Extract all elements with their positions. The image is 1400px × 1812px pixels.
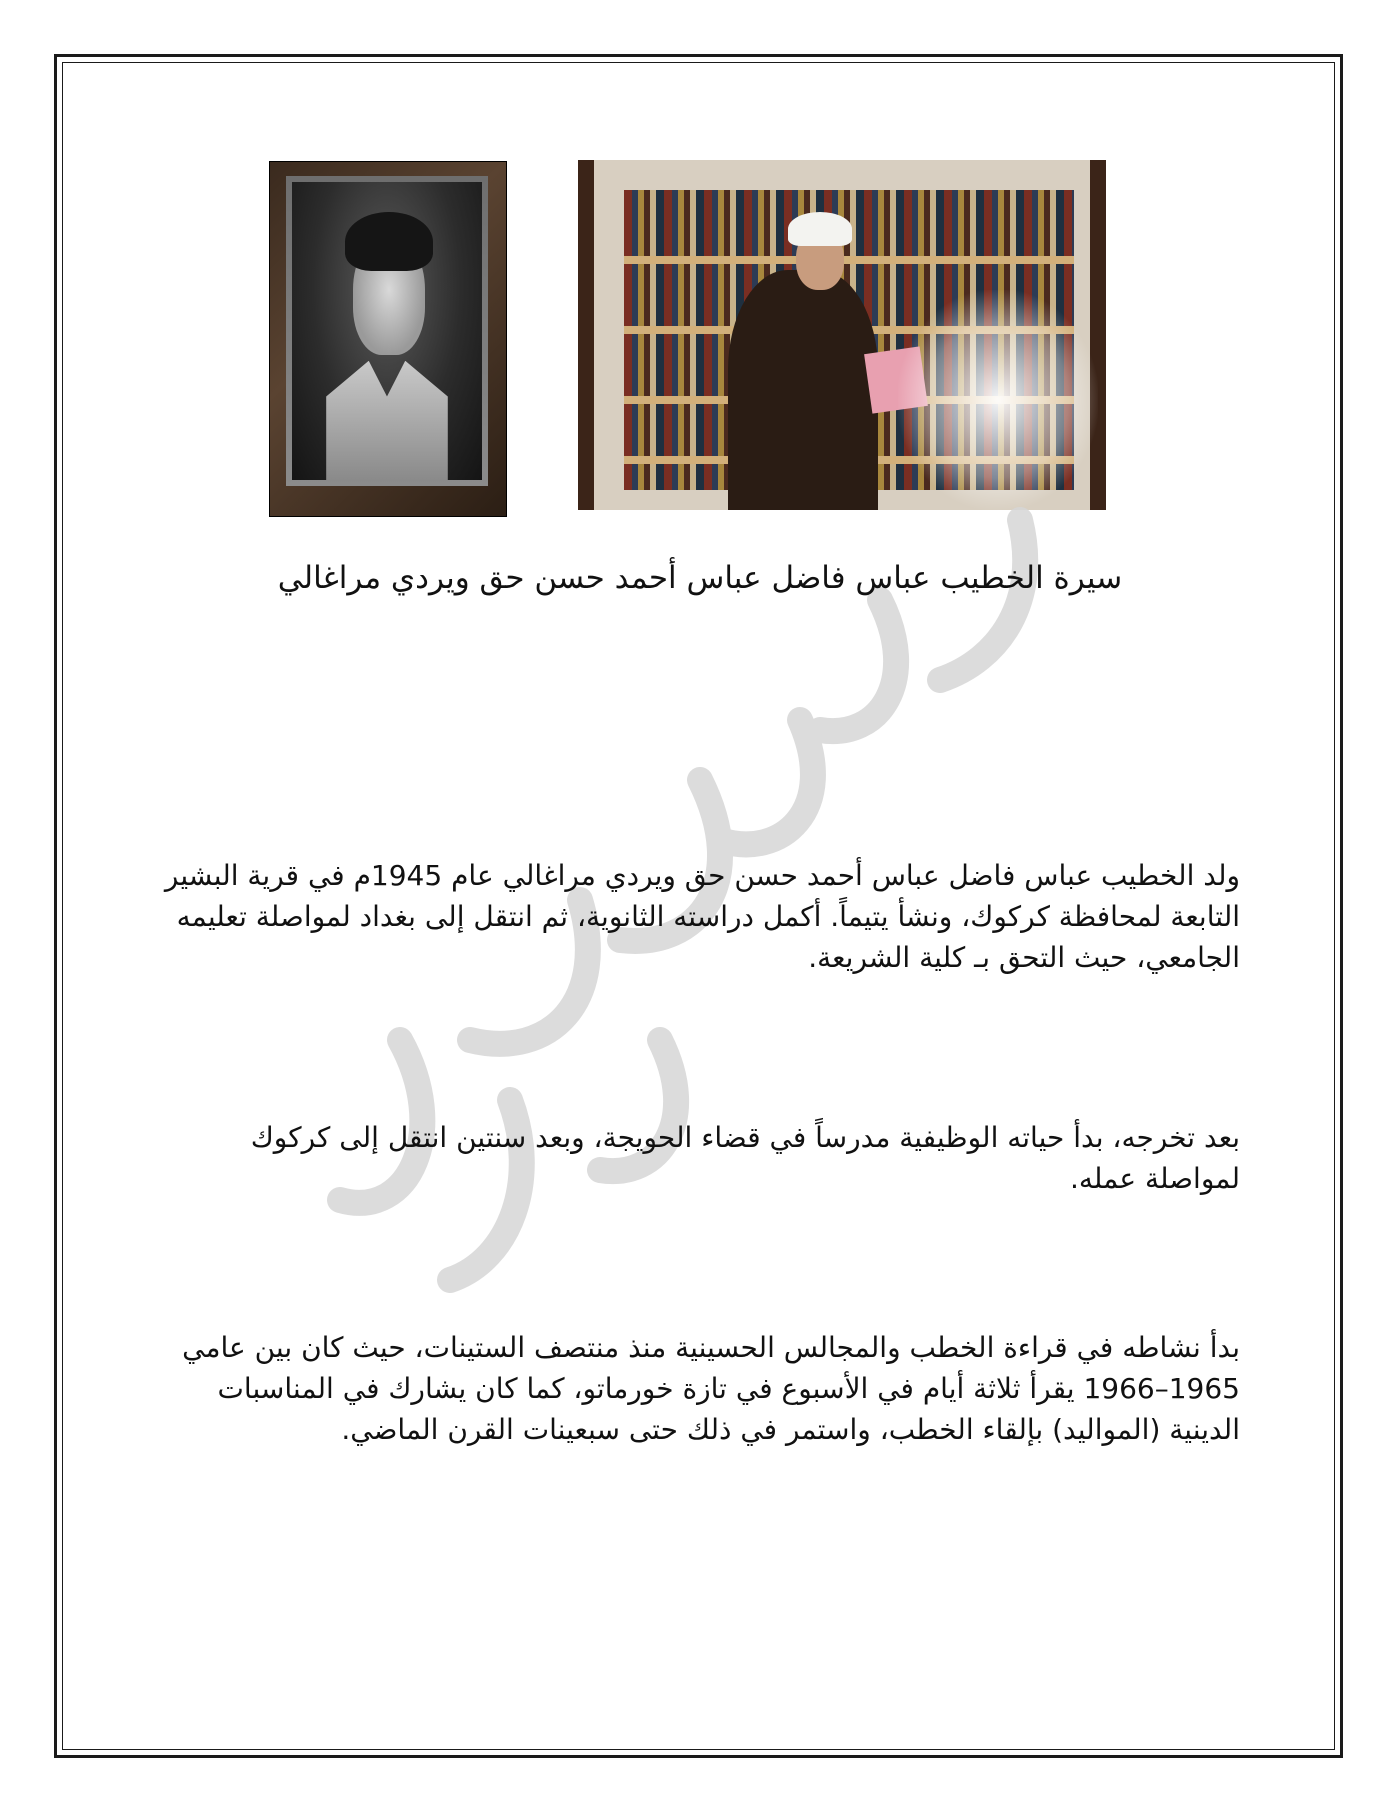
paragraph-career: بعد تخرجه، بدأ حياته الوظيفية مدرساً في قضاء الحويجة، وبعد سنتين انتقل إلى كركوك لمواصلة عمله. [250, 1121, 1240, 1195]
adult-portrait-photo [578, 160, 1106, 510]
figure-robe [728, 270, 878, 510]
photo-mat [286, 176, 488, 486]
page-title: سيرة الخطيب عباس فاضل عباس أحمد حسن حق ويردي مراغالي [277, 560, 1123, 596]
figure-turban [788, 212, 852, 246]
paragraph-preaching: بدأ نشاطه في قراءة الخطب والمجالس الحسينية منذ منتصف الستينات، حيث كان بين عامي 1965–1966 يقرأ ثلاثة أيام في الأسبوع في تازة خورماتو، كما كان يشارك في المناسبات الدينية (المواليد) بإلقاء الخطب، واستمر في ذلك حتى سبعينات القرن الماضي. [182, 1331, 1240, 1446]
childhood-portrait-photo [270, 162, 506, 516]
hair-shape [345, 212, 432, 272]
shelf-board [624, 256, 1074, 264]
childhood-photo-image [292, 182, 482, 480]
paragraph-birth-education: ولد الخطيب عباس فاضل عباس أحمد حسن حق ويردي مراغالي عام 1945م في قرية البشير التابعة لمحافظة كركوك، ونشأ يتيماً. أكمل دراسته الثانوية، ثم انتقل إلى بغداد لمواصلة تعليمه الجامعي، حيث التحق بـ كلية الشريعة. [164, 859, 1240, 974]
photo-glare [898, 290, 1098, 510]
collar-shape [326, 361, 448, 480]
